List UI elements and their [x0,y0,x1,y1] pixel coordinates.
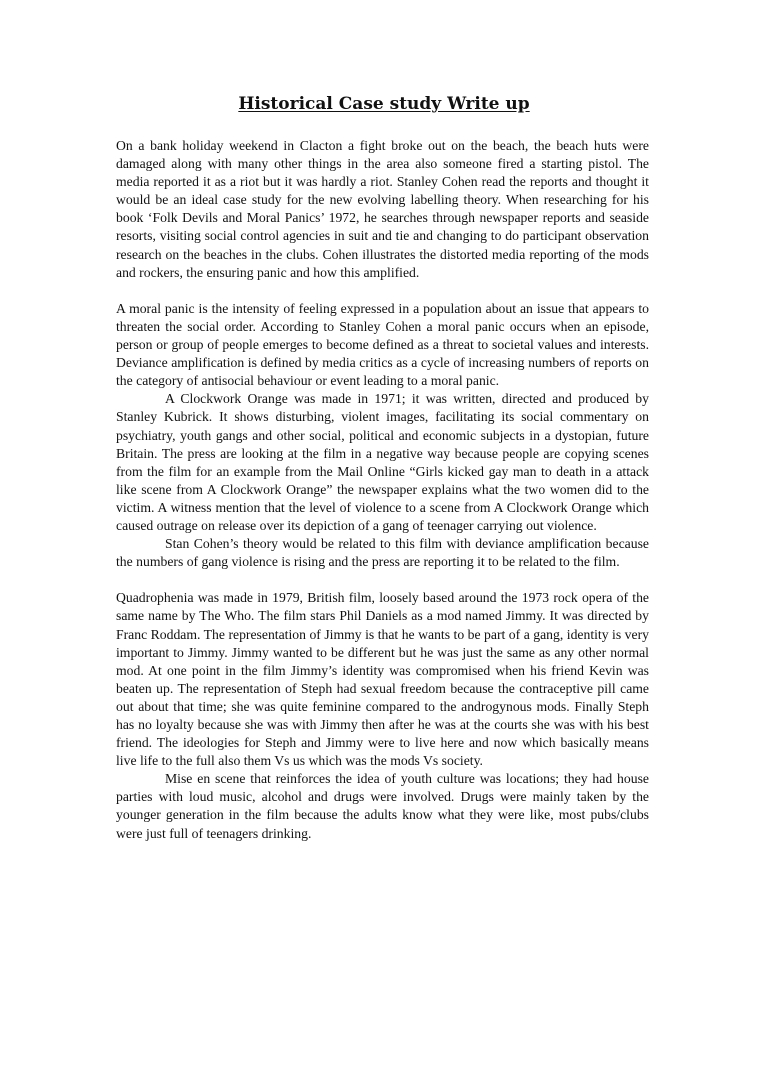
document-title [0,93,768,115]
paragraph-cohen-theory: Stan Cohen’s theory would be related to this film with deviance amplification because the numbers of gang violence is rising and the press are reporting it to be related to the film. [116,536,649,570]
paragraph-clacton-incident: On a bank holiday weekend in Clacton a fight broke out on the beach, the beach huts were damaged along with many other things in the area also someone fired a starting pistol. The media reported it as a riot but it was hardly a riot. Stanley Cohen read the reports and thought it would be an ideal case study for the new evolving labelling theory. When researching for his book ‘Folk Devils and Moral Panics’ 1972, he searches through newspaper reports and seaside resorts, visiting social control agencies in suit and tie and changing to do participant observation research on the beaches in the clubs. Cohen illustrates the distorted media reporting of the mods and rockers, the ensuring panic and how this amplified. [116,138,649,280]
paragraph-mise-en-scene: Mise en scene that reinforces the idea of youth culture was locations; they had house parties with loud music, alcohol and drugs were involved. Drugs were mainly taken by the younger generation in the film because the adults know what they were like, most pubs/clubs were just full of teenagers drinking. [116,771,649,841]
document-body [116,137,649,843]
paragraph-spacer [116,571,649,589]
document-title-text: Historical Case study Write up [238,94,530,114]
paragraph-clockwork-orange: A Clockwork Orange was made in 1971; it was written, directed and produced by Stanley Kubrick. It shows disturbing, violent images, facilitating its social commentary on psychiatry, youth gangs and other social, political and economic subjects in a dystopian, future Britain. The press are looking at the film in a negative way because people are copying scenes from the film for an example from the Mail Online “Girls kicked gay man to death in a attack like scene from A Clockwork Orange” the newspaper explains what the two women did to the victim. A witness mention that the level of violence to a scene from A Clockwork Orange which caused outrage on release over its depiction of a gang of teenager carrying out violence. [116,391,649,533]
paragraph-spacer [116,282,649,300]
paragraph-quadrophenia: Quadrophenia was made in 1979, British film, loosely based around the 1973 rock opera of the same name by The Who. The film stars Phil Daniels as a mod named Jimmy. It was directed by Franc Roddam. The representation of Jimmy is that he wants to be part of a gang, identity is very important to Jimmy. Jimmy wanted to be different but he was just the same as any other normal mod. At one point in the film Jimmy’s identity was compromised when his friend Kevin was beaten up. The representation of Steph had sexual freedom because the contraceptive pill came out about that time; she was quite feminine compared to the androgynous mods. Finally Steph has no loyalty because she was with Jimmy then after he was at the courts she was with his best friend. The ideologies for Steph and Jimmy were to live here and now which basically means live life to the full also them Vs us which was the mods Vs society. [116,590,649,769]
paragraph-moral-panic: A moral panic is the intensity of feeling expressed in a population about an issue that appears to threaten the social order. According to Stanley Cohen a moral panic occurs when an episode, person or group of people emerges to become defined as a threat to societal values and interests. Deviance amplification is defined by media critics as a cycle of increasing numbers of reports on the category of antisocial behaviour or event leading to a moral panic. [116,300,649,389]
